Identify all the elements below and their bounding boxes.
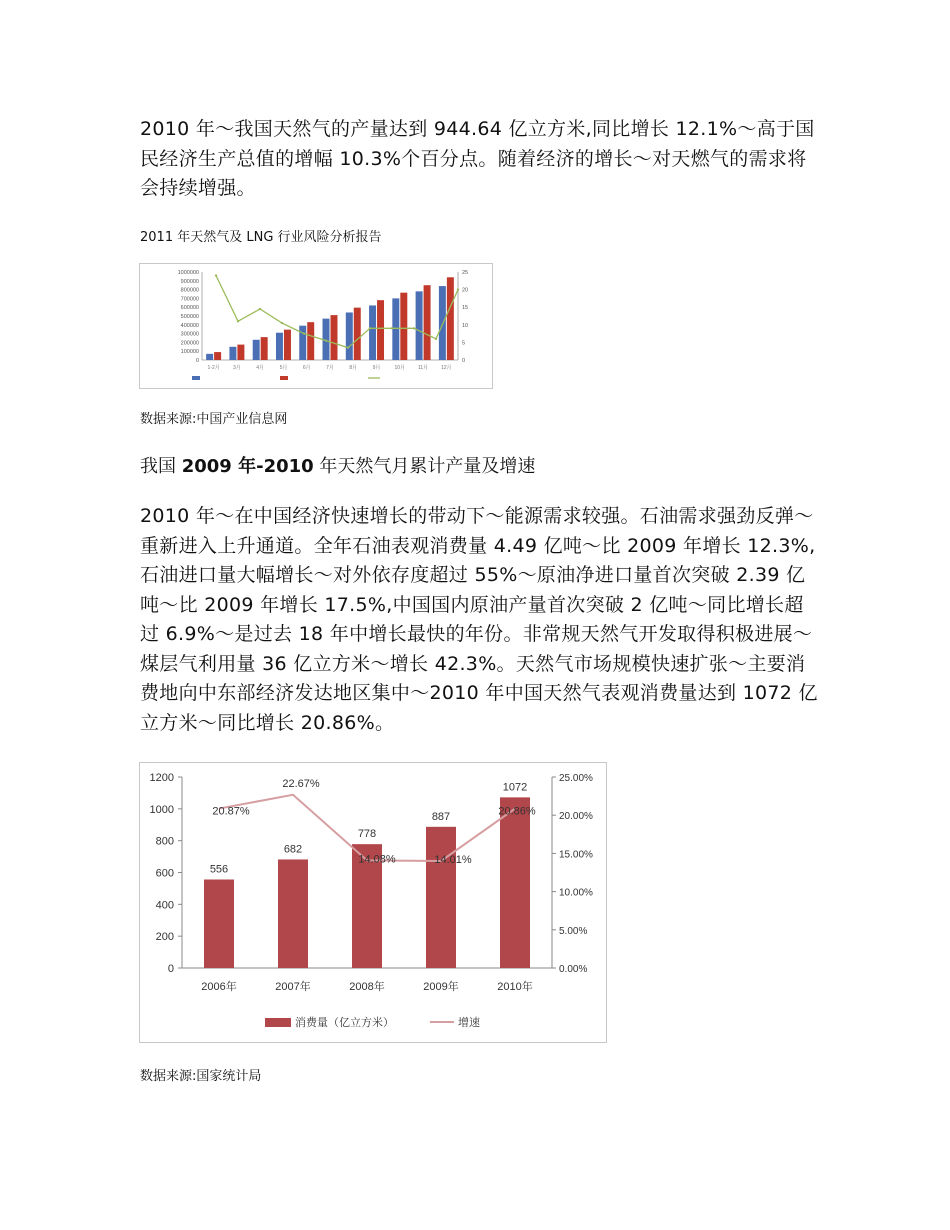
growth-rate-label: 20.87% bbox=[212, 805, 250, 818]
growth-rate-label: 22.67% bbox=[282, 777, 320, 790]
consumption-value-label: 778 bbox=[357, 828, 377, 841]
x-tick-label: 11月 bbox=[417, 365, 429, 371]
y-tick-label: 200000 bbox=[180, 340, 199, 347]
bar-2010 bbox=[331, 315, 338, 360]
growth-rate-label: 14.08% bbox=[358, 853, 396, 866]
y2-tick-label: 0.00% bbox=[559, 964, 588, 975]
consumption-chart-svg bbox=[140, 763, 606, 1042]
y-tick-label: 1000000 bbox=[177, 270, 199, 276]
x-tick-label: 3月 bbox=[233, 365, 241, 371]
y-tick-label: 0 bbox=[167, 963, 174, 975]
heading-prefix: 我国 bbox=[140, 456, 182, 477]
y-tick-label: 400 bbox=[155, 899, 174, 912]
bar-2010 bbox=[377, 300, 384, 360]
y2-tick-label: 15 bbox=[462, 305, 469, 312]
y-tick-label: 200 bbox=[155, 931, 174, 944]
consumption-bar bbox=[278, 859, 308, 968]
y2-tick-label: 10 bbox=[462, 322, 469, 329]
production-chart-svg bbox=[140, 264, 492, 388]
y-tick-label: 700000 bbox=[180, 296, 199, 303]
growth-rate-label: 20.86% bbox=[498, 805, 536, 818]
x-tick-label: 6月 bbox=[302, 365, 311, 371]
bar-2009 bbox=[416, 291, 423, 360]
source-note-1: 数据来源:中国产业信息网 bbox=[140, 412, 288, 427]
bar-2010 bbox=[214, 352, 221, 360]
growth-point bbox=[281, 322, 283, 324]
y2-tick-label: 25 bbox=[462, 270, 469, 276]
section-heading bbox=[140, 455, 535, 479]
growth-point bbox=[435, 338, 437, 340]
x-tick-label: 7月 bbox=[326, 365, 334, 371]
growth-point bbox=[413, 327, 415, 329]
y-tick-label: 900000 bbox=[180, 278, 199, 285]
consumption-bar bbox=[500, 797, 530, 968]
bar-2010 bbox=[447, 277, 454, 360]
paragraph-gas-production: 2010 年～我国天然气的产量达到 944.64 亿立方米,同比增长 12.1%～高于国民经济生产总值的增幅 10.3%个百分点。随着经济的增长～对天燃气的需求将会持续增强。 bbox=[140, 118, 815, 199]
heading-year-2: 2010 bbox=[263, 456, 314, 477]
growth-point bbox=[347, 346, 349, 348]
y-tick-label: 800000 bbox=[180, 287, 199, 294]
consumption-value-label: 682 bbox=[283, 843, 303, 856]
bar-2009 bbox=[346, 312, 353, 360]
y2-tick-label: 10.00% bbox=[559, 887, 593, 899]
y2-tick-label: 20 bbox=[462, 287, 469, 294]
growth-rate-label: 14.01% bbox=[434, 853, 472, 866]
legend-swatch-consumption bbox=[265, 1018, 291, 1027]
x-tick-label: 2007年 bbox=[275, 981, 311, 993]
consumption-bar bbox=[426, 827, 456, 968]
x-tick-label: 1-2月 bbox=[207, 365, 220, 371]
x-tick-label: 5月 bbox=[279, 365, 288, 371]
bar-2009 bbox=[392, 298, 399, 360]
source-note-2: 数据来源:国家统计局 bbox=[140, 1069, 262, 1084]
bar-2009 bbox=[229, 347, 236, 360]
y-tick-label: 600000 bbox=[180, 305, 199, 312]
heading-suffix: 年天然气月累计产量及增速 bbox=[313, 456, 536, 477]
x-tick-label: 2010年 bbox=[497, 981, 533, 993]
growth-point bbox=[369, 327, 371, 329]
paragraph-energy-demand: 2010 年～在中国经济快速增长的带动下～能源需求较强。石油需求强劲反弹～重新进入上升通道。全年石油表观消费量 4.49 亿吨～比 2009 年增长 12.3%,石油进口量大幅增长～对外依存度超过 55%～原油净进口量首次突破 2.39 亿吨～比 2009 年增长 17.5%,中国国内原油产量首次突破 2 亿吨～同比增长超过 6.9%～是过去 18 年中增长最快的年份。非常规天然气开发取得积极进展～煤层气利用量 36 亿立方米～增长 42.3%。天然气市场规模快速扩张～主要消费地向中东部经济发达地区集中～2010 年中国天然气表观消费量达到 1072 亿立方米～同比增长 20.86%。 bbox=[140, 505, 818, 734]
production-chart bbox=[139, 263, 493, 389]
bar-2010 bbox=[284, 330, 291, 360]
y-tick-label: 500000 bbox=[180, 314, 199, 320]
growth-point bbox=[325, 339, 327, 341]
legend-swatch-2009 bbox=[192, 376, 200, 380]
legend-label-growth: 增速 bbox=[458, 1017, 480, 1029]
growth-point bbox=[259, 308, 261, 310]
heading-connector: 年- bbox=[231, 456, 264, 477]
bar-2010 bbox=[307, 322, 314, 360]
bar-2010 bbox=[261, 337, 268, 360]
bar-2009 bbox=[253, 340, 260, 360]
report-title: 2011 年天然气及 LNG 行业风险分析报告 bbox=[140, 230, 382, 245]
y2-tick-label: 25.00% bbox=[559, 773, 593, 784]
y2-tick-label: 5.00% bbox=[559, 925, 588, 937]
consumption-bar bbox=[204, 880, 234, 968]
bar-2009 bbox=[299, 326, 306, 360]
y2-tick-label: 20.00% bbox=[559, 811, 593, 823]
y2-tick-label: 5 bbox=[462, 340, 466, 347]
x-tick-label: 2006年 bbox=[201, 981, 237, 993]
bar-2010 bbox=[237, 345, 244, 360]
x-tick-label: 2009年 bbox=[423, 981, 459, 993]
y-tick-label: 300000 bbox=[180, 331, 199, 338]
growth-point bbox=[303, 332, 305, 334]
bar-2010 bbox=[354, 308, 361, 360]
x-tick-label: 2008年 bbox=[349, 981, 385, 993]
consumption-value-label: 1072 bbox=[502, 781, 528, 794]
bar-2010 bbox=[400, 293, 407, 360]
y-tick-label: 800 bbox=[155, 835, 174, 848]
y-tick-label: 400000 bbox=[180, 322, 199, 329]
x-tick-label: 8月 bbox=[349, 365, 358, 371]
y2-tick-label: 0 bbox=[462, 358, 466, 364]
bar-2009 bbox=[369, 305, 376, 360]
x-tick-label: 9月 bbox=[372, 365, 381, 371]
growth-point bbox=[215, 274, 217, 276]
legend-swatch-2010 bbox=[280, 376, 288, 380]
consumption-value-label: 887 bbox=[431, 810, 451, 823]
consumption-chart bbox=[139, 762, 607, 1043]
growth-point bbox=[391, 327, 393, 329]
x-tick-label: 10月 bbox=[394, 365, 406, 371]
growth-point bbox=[237, 320, 239, 322]
bar-2009 bbox=[276, 333, 283, 360]
y-tick-label: 0 bbox=[195, 358, 199, 364]
y-tick-label: 1000 bbox=[149, 803, 174, 816]
x-tick-label: 12月 bbox=[441, 365, 452, 371]
y-tick-label: 600 bbox=[155, 867, 174, 880]
y2-tick-label: 15.00% bbox=[559, 849, 593, 861]
legend-label-consumption: 消费量（亿立方米） bbox=[295, 1017, 394, 1029]
bar-2009 bbox=[206, 354, 213, 360]
growth-point bbox=[457, 288, 459, 290]
y-tick-label: 100000 bbox=[180, 349, 199, 356]
consumption-value-label: 556 bbox=[209, 863, 229, 876]
heading-year-1: 2009 bbox=[181, 456, 232, 477]
bar-2010 bbox=[424, 285, 431, 360]
y-tick-label: 1200 bbox=[149, 772, 174, 784]
x-tick-label: 4月 bbox=[256, 365, 265, 371]
